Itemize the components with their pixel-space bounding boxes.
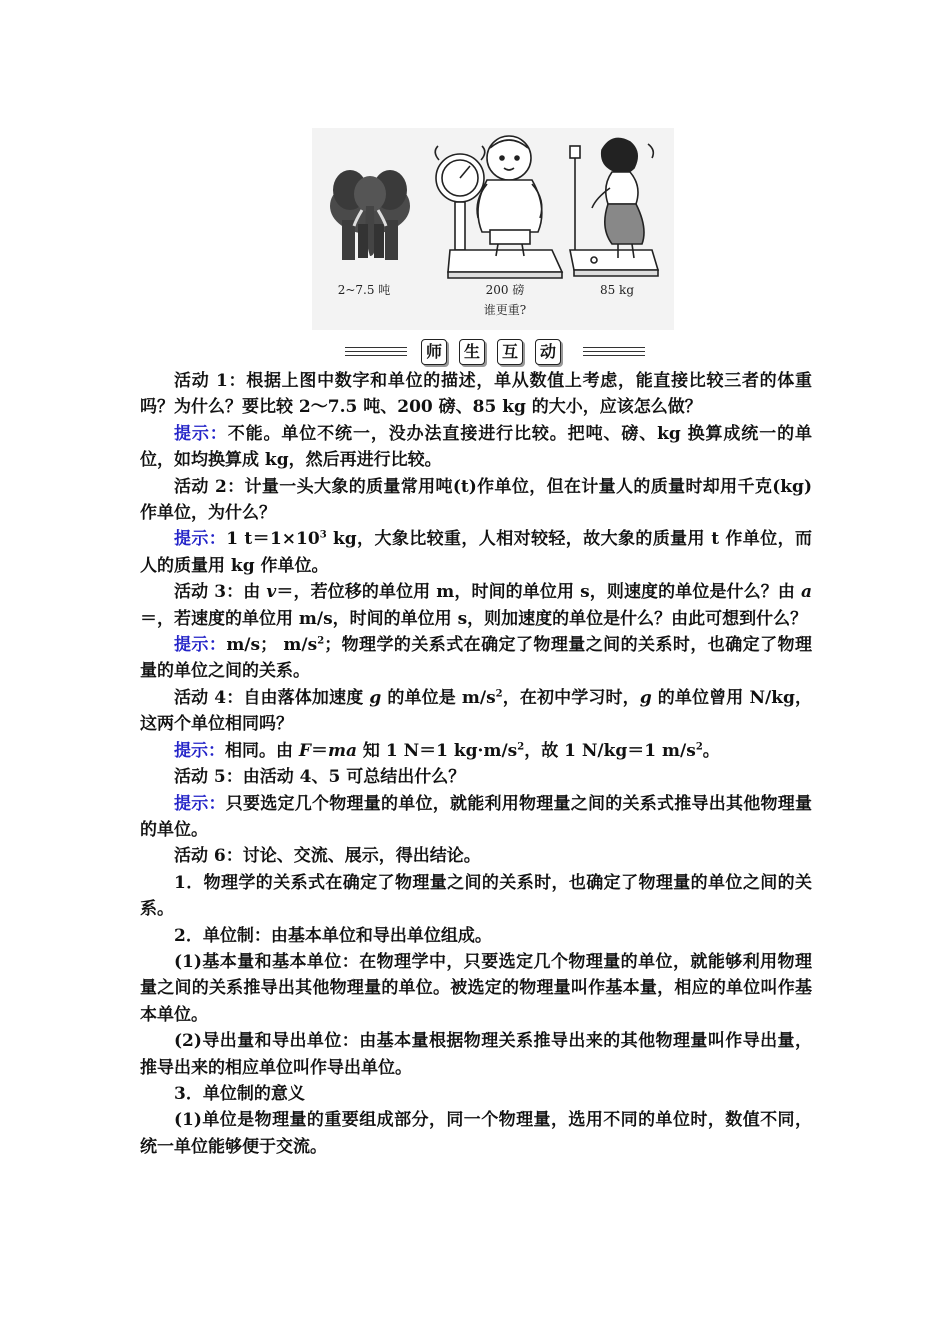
hint-text: 不能。单位不统一，没办法直接进行比较。把吨、磅、kg 换算成统一的单位，如均换算成 kg，然后再进行比较。	[140, 423, 812, 471]
exponent: 2	[517, 741, 525, 753]
hint-text: 1 t＝1×10	[226, 529, 320, 550]
activity-text: 由活动 4、5 可总结出什么？	[242, 767, 466, 788]
activity-text: 的单位曾用 N/kg，这两个单位相同吗？	[140, 687, 812, 735]
hint-3	[140, 632, 812, 685]
activity-text: ＝，若速度的单位用 m/s，时间的单位用 s，则加速度的单位是什么？由此可想到什么？	[140, 608, 808, 629]
banner-char-2: 生	[459, 339, 485, 365]
figure-caption: 谁更重?	[483, 303, 527, 317]
activity-text: ，在初中学习时，	[502, 687, 640, 708]
elephant-image	[330, 170, 410, 260]
hint-text: ；物理学的关系式在确定了物理量之间的关系时，也确定了物理量的单位之间的关系。	[140, 635, 812, 682]
hint-label: 提示：	[174, 740, 225, 761]
activity-label: 活动 3：	[174, 582, 244, 603]
activity-1	[140, 368, 812, 421]
hint-1	[140, 421, 812, 474]
conclusion-3-heading: 3．单位制的意义	[174, 1083, 305, 1104]
hint-text: 知 1 N＝1 kg·m/s	[357, 740, 518, 761]
conclusion-1: 1．物理学的关系式在确定了物理量之间的关系时，也确定了物理量的单位之间的关系。	[140, 872, 812, 920]
hint-5	[140, 791, 812, 844]
banner-char-1: 师	[421, 339, 447, 365]
conclusion-2: 2．单位制：由基本单位和导出单位组成。	[174, 925, 492, 946]
hint-text: 。	[702, 740, 720, 761]
banner-left-rule	[345, 344, 407, 358]
variable-g: g	[369, 687, 382, 708]
activity-6	[140, 843, 812, 869]
exponent: 2	[695, 741, 703, 753]
conclusion-3-1: (1)单位是物理量的重要组成部分，同一个物理量，选用不同的单位时，数值不同，统一单位能够便于交流。	[140, 1110, 812, 1157]
activity-text: 计量一头大象的质量常用吨(t)作单位，但在计量人的质量时却用千克(kg)作单位，为什么？	[140, 476, 812, 524]
hint-label: 提示：	[174, 635, 227, 656]
activity-text: 的单位是 m/s	[381, 687, 496, 708]
banner-right-rule	[583, 344, 645, 358]
hint-4	[140, 738, 812, 764]
banner-char-4: 动	[535, 339, 561, 365]
activity-label: 活动 6：	[174, 846, 243, 867]
section-banner	[345, 336, 645, 368]
activity-label: 活动 2：	[174, 476, 245, 497]
exponent: 2	[495, 688, 503, 700]
variable-f: F	[298, 740, 311, 761]
activity-text: 根据上图中数字和单位的描述，单从数值上考虑，能直接比较三者的体重吗？为什么？要比较 2～7.5 吨、200 磅、85 kg 的大小，应该怎么做？	[140, 371, 813, 418]
exponent: 3	[319, 529, 327, 541]
activity-2	[140, 474, 812, 527]
hint-text: 相同。由	[225, 740, 299, 761]
document-body	[140, 368, 812, 1160]
hint-text: ，故 1 N/kg＝1 m/s	[524, 740, 696, 761]
variable-v: v	[266, 582, 277, 603]
exponent: 2	[317, 635, 325, 647]
hint-2	[140, 526, 812, 579]
activity-label: 活动 4：	[174, 687, 244, 708]
activity-text: 讨论、交流、展示，得出结论。	[242, 846, 481, 867]
activity-text: ＝，若位移的单位用 m，时间的单位用 s，则速度的单位是什么？由	[276, 582, 801, 603]
activity-label: 活动 5：	[174, 767, 243, 788]
activity-4	[140, 685, 812, 738]
conclusion-2-2: (2)导出量和导出单位：由基本量根据物理关系推导出来的其他物理量叫作导出量，推导出来的相应单位叫作导出单位。	[140, 1031, 812, 1078]
hint-text: ＝	[311, 740, 328, 761]
activity-5	[140, 764, 812, 790]
activity-text: 由	[243, 582, 267, 603]
variable-g: g	[639, 687, 652, 708]
illustration-figure	[312, 128, 674, 330]
woman-weight-label: 85 kg	[599, 283, 635, 297]
elephant-weight-label: 2~7.5 吨	[337, 283, 391, 297]
hint-text: m/s； m/s	[226, 635, 318, 656]
activity-text: 自由落体加速度	[243, 687, 370, 708]
variable-a: a	[800, 582, 812, 603]
boy-weight-label: 200 磅	[485, 283, 525, 297]
banner-char-3: 互	[497, 339, 523, 365]
hint-label: 提示：	[174, 423, 228, 444]
conclusion-2-1: (1)基本量和基本单位：在物理学中，只要选定几个物理量的单位，就能够利用物理量之间的关系推导出其他物理量的单位。被选定的物理量叫作基本量，相应的单位叫作基本单位。	[140, 951, 812, 1025]
variable-ma: ma	[328, 740, 358, 761]
hint-text: 只要选定几个物理量的单位，就能利用物理量之间的关系式推导出其他物理量的单位。	[140, 793, 812, 840]
hint-text: kg，大象比较重，人相对较轻，故大象的质量用 t 作单位，而人的质量用 kg 作单位。	[140, 529, 812, 576]
weight-comparison-illustration	[312, 128, 674, 330]
hint-label: 提示：	[174, 793, 226, 814]
activity-3	[140, 579, 812, 632]
hint-label: 提示：	[174, 529, 227, 550]
activity-label: 活动 1：	[174, 371, 247, 391]
